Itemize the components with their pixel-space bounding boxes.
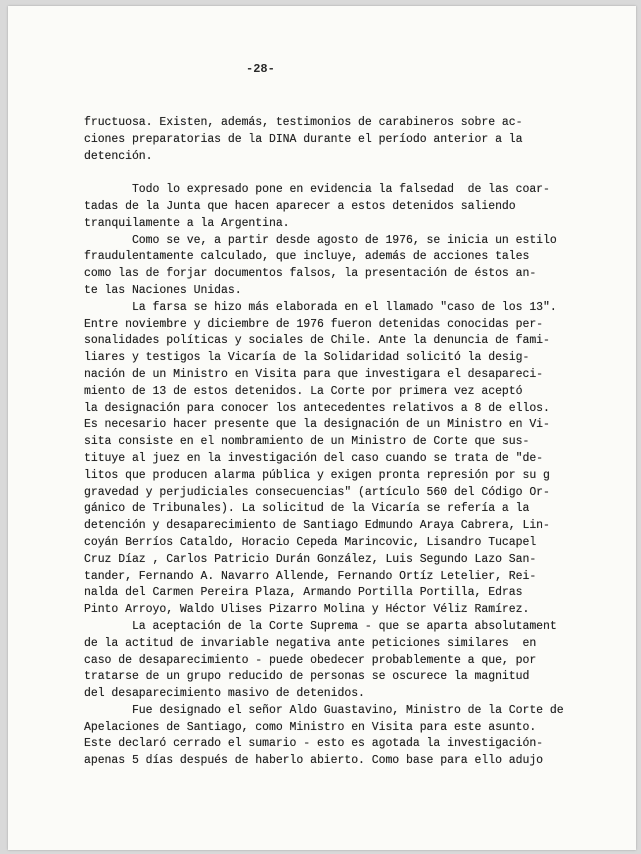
text-line: nalda del Carmen Pereira Plaza, Armando Portilla Portilla, Edras	[84, 586, 523, 600]
text-line: gravedad y perjudiciales consecuencias" (artículo 560 del Código Or-	[84, 485, 550, 499]
text-line: detención y desaparecimiento de Santiago Edmundo Araya Cabrera, Lin-	[84, 519, 550, 533]
page-number: -28-	[246, 62, 275, 76]
text-line: Es necesario hacer presente que la designación de un Ministro en Vi-	[84, 418, 550, 432]
text-line: apenas 5 días después de haberlo abierto. Como base para ello adujo	[84, 754, 544, 768]
text-line: fraudulentamente calculado, que incluye, además de acciones tales	[84, 250, 530, 264]
text-line: de la actitud de invariable negativa ante peticiones similares en	[84, 636, 537, 650]
text-line: Fue designado el señor Aldo Guastavino, Ministro de la Corte de	[84, 703, 564, 717]
text-line: sita consiste en el nombramiento de un Ministro de Corte que sus-	[84, 435, 530, 449]
text-line: Como se ve, a partir desde agosto de 1976, se inicia un estilo	[84, 233, 557, 247]
text-line: ciones preparatorias de la DINA durante el período anterior a la	[84, 132, 523, 146]
text-line: Este declaró cerrado el sumario - esto es agotada la investigación-	[84, 737, 544, 751]
text-line: coyán Berríos Cataldo, Horacio Cepeda Marincovic, Lisandro Tucapel	[84, 535, 537, 549]
text-line: miento de 13 de estos detenidos. La Corte por primera vez aceptó	[84, 384, 523, 398]
text-line: Todo lo expresado pone en evidencia la falsedad de las coar-	[84, 183, 550, 197]
body-text	[84, 115, 604, 770]
text-line: Apelaciones de Santiago, como Ministro en Visita para este asunto.	[84, 720, 537, 734]
text-line: Cruz Díaz , Carlos Patricio Durán González, Luis Segundo Lazo San-	[84, 552, 537, 566]
text-line: tranquilamente a la Argentina.	[84, 216, 290, 230]
text-line: tander, Fernando A. Navarro Allende, Fernando Ortíz Letelier, Rei-	[84, 569, 537, 583]
text-line: caso de desaparecimiento - puede obedecer probablemente a que, por	[84, 653, 537, 667]
text-line: fructuosa. Existen, además, testimonios de carabineros sobre ac-	[84, 116, 523, 129]
text-line: gánico de Tribunales). La solicitud de la Vicaría se refería a la	[84, 502, 530, 516]
text-line: la designación para conocer los antecedentes relativos a 8 de ellos.	[84, 401, 550, 415]
text-line: La aceptación de la Corte Suprema - que se aparta absolutament	[84, 619, 557, 633]
text-line: detención.	[84, 149, 153, 163]
text-line: litos que producen alarma pública y exigen pronta represión por su g	[84, 468, 550, 482]
text-line: tituye al juez en la investigación del caso cuando se trata de "de-	[84, 451, 544, 465]
text-line: tratarse de un grupo reducido de personas se oscurece la magnitud	[84, 670, 530, 684]
text-line: liares y testigos la Vicaría de la Solidaridad solicitó la desig-	[84, 351, 530, 365]
text-line: te las Naciones Unidas.	[84, 283, 242, 297]
text-line: La farsa se hizo más elaborada en el llamado "caso de los 13".	[84, 300, 557, 314]
text-line: Pinto Arroyo, Waldo Ulises Pizarro Molina y Héctor Véliz Ramírez.	[84, 603, 530, 617]
text-line: del desaparecimiento masivo de detenidos.	[84, 687, 365, 701]
text-line: sonalidades políticas y sociales de Chile. Ante la denuncia de fami-	[84, 334, 550, 348]
text-line: como las de forjar documentos falsos, la presentación de éstos an-	[84, 267, 537, 281]
text-line: Entre noviembre y diciembre de 1976 fueron detenidas conocidas per-	[84, 317, 544, 331]
text-line	[84, 165, 604, 182]
document-page	[8, 6, 636, 850]
text-line: nación de un Ministro en Visita para que investigara el desapareci-	[84, 367, 544, 381]
text-line: tadas de la Junta que hacen aparecer a estos detenidos saliendo	[84, 199, 516, 213]
